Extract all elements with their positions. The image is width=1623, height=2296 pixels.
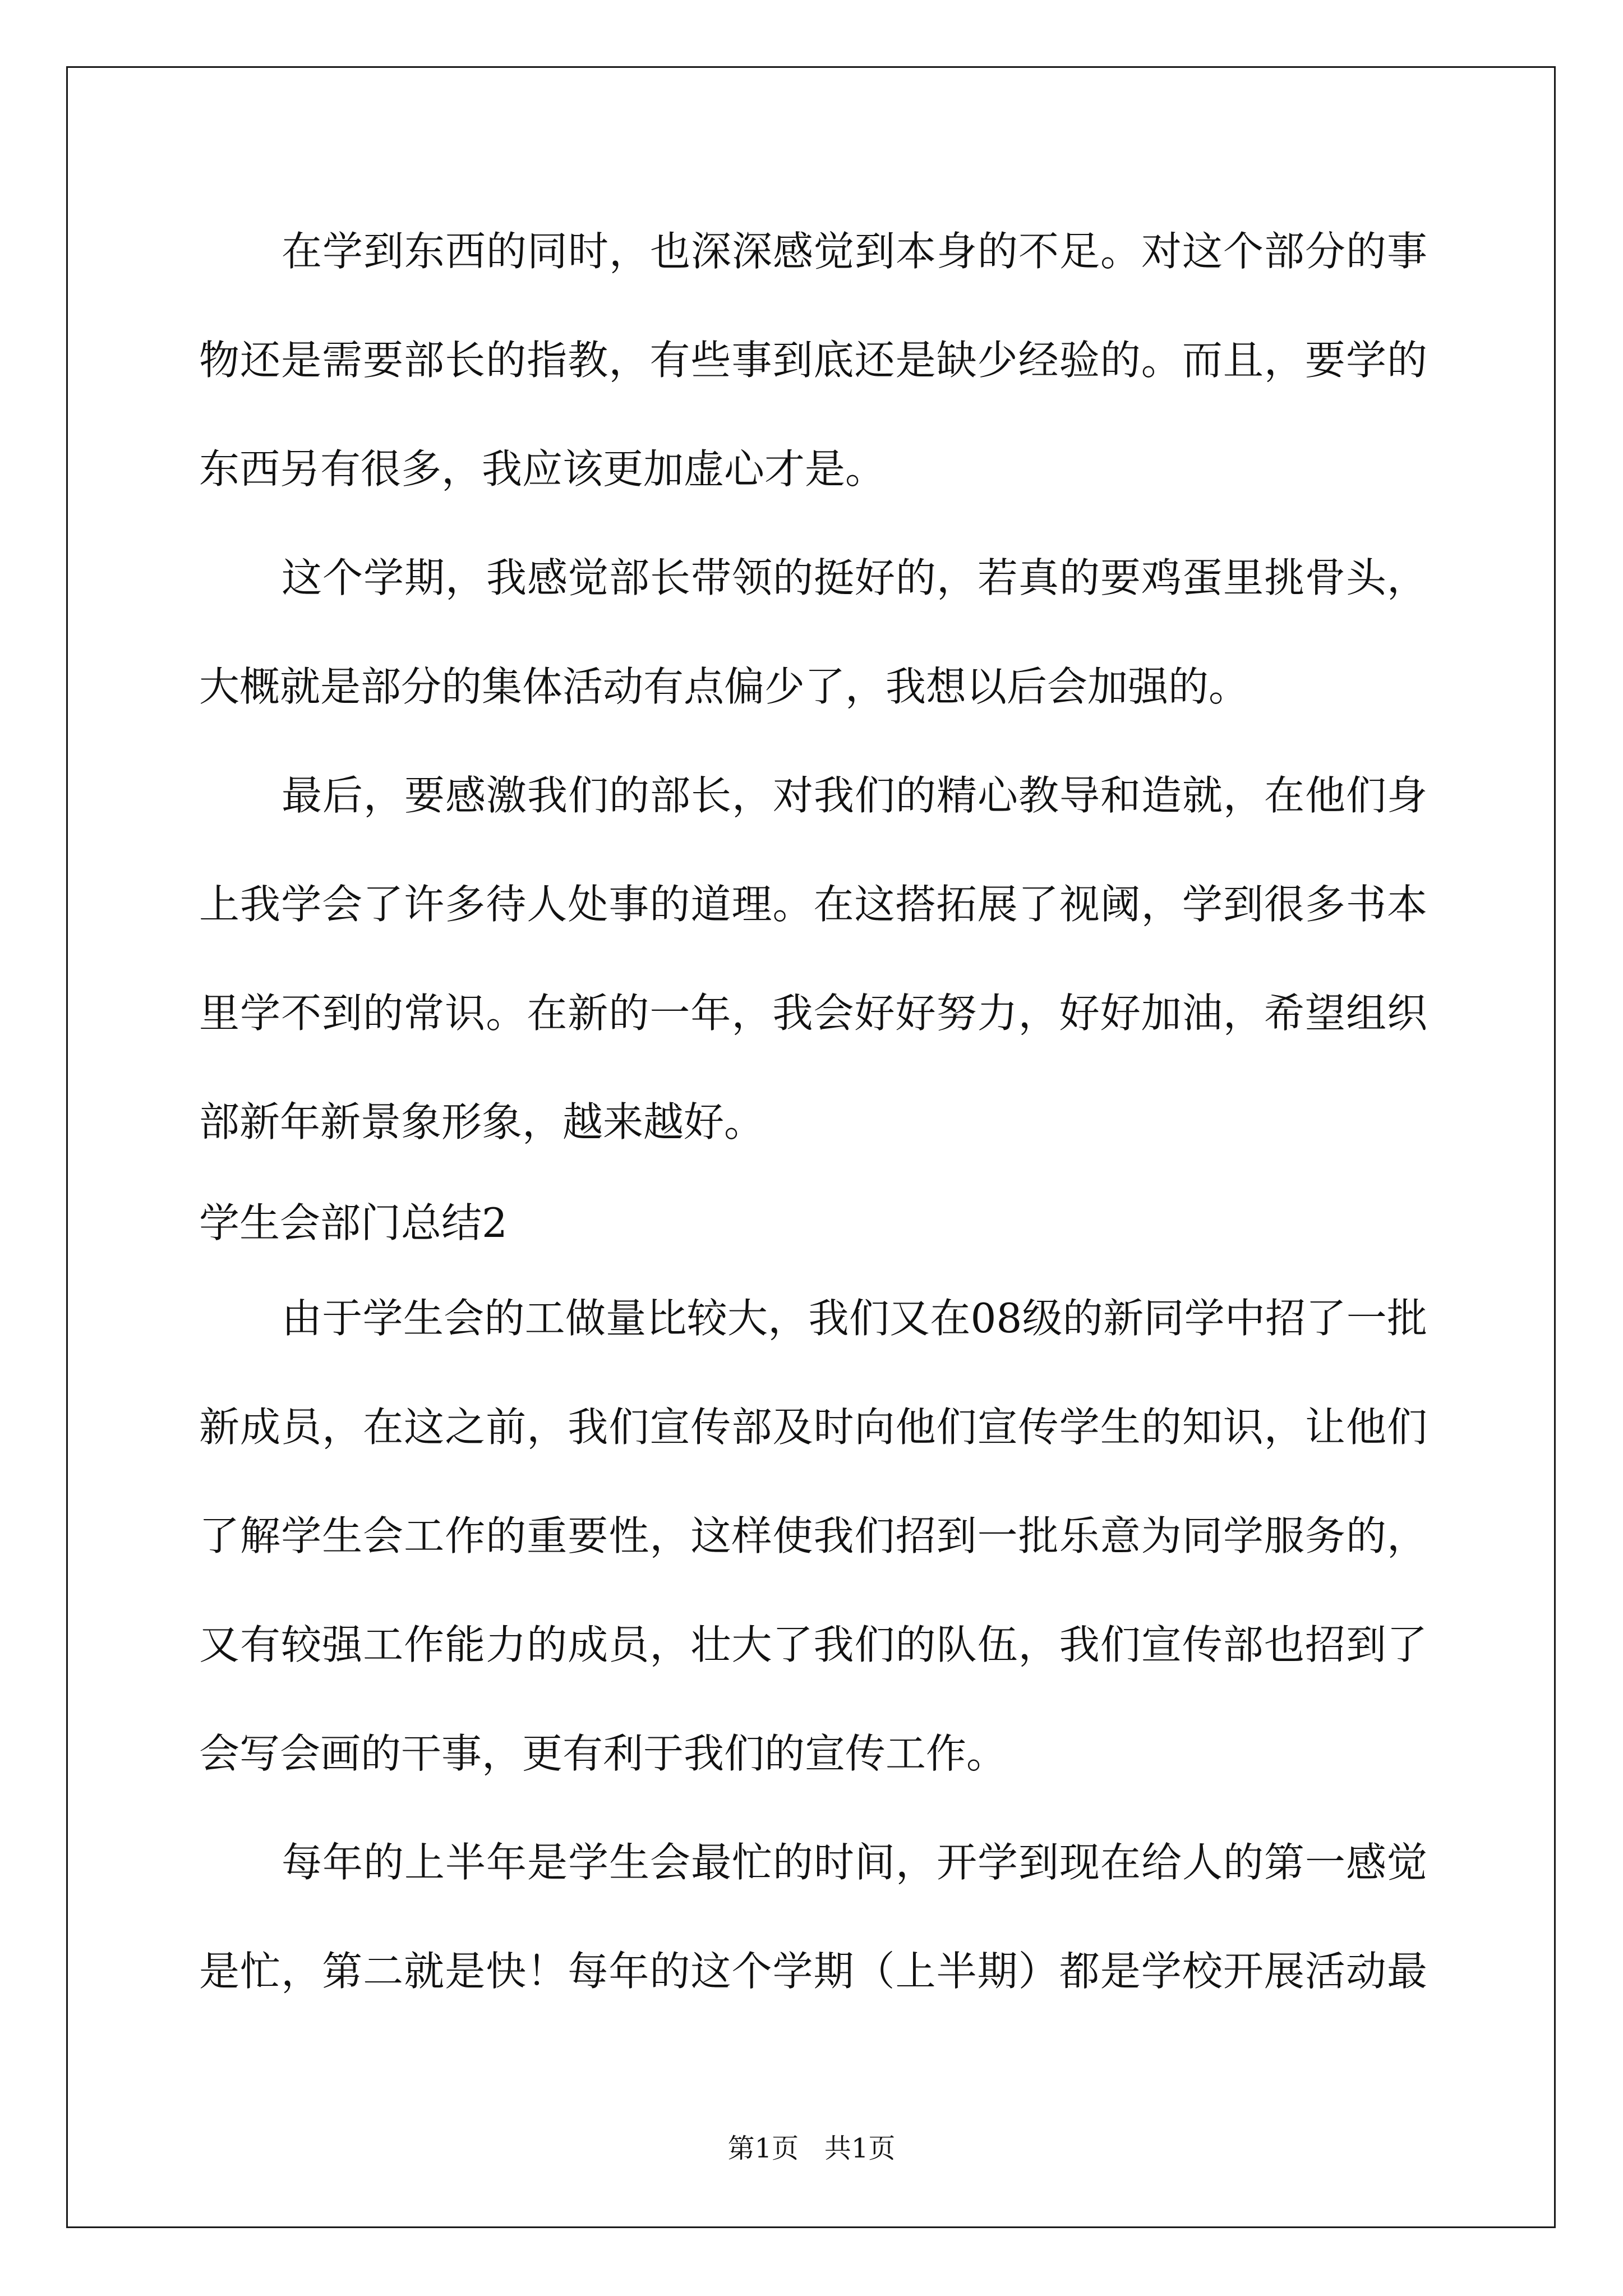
- paragraph-line: 最后，要感激我们的部长，对我们的精心教导和造就，在他们身: [282, 772, 1427, 819]
- paragraph-line: 里学不到的常识。在新的一年，我会好好努力，好好加油，希望组织: [199, 990, 1427, 1037]
- paragraph-line: 上我学会了许多待人处事的道理。在这搭拓展了视阈，学到很多书本: [199, 881, 1427, 928]
- paragraph-line: 是忙，第二就是快！每年的这个学期（上半期）都是学校开展活动最: [199, 1948, 1427, 1995]
- paragraph-line: 了解学生会工作的重要性，这样使我们招到一批乐意为同学服务的，: [199, 1512, 1427, 1559]
- paragraph-line: 由于学生会的工做量比较大，我们又在08级的新同学中招了一批: [282, 1295, 1427, 1342]
- paragraph-line: 物还是需要部长的指教，有些事到底还是缺少经验的。而且，要学的: [199, 337, 1427, 384]
- paragraph-line: 这个学期，我感觉部长带领的挺好的，若真的要鸡蛋里挑骨头，: [282, 554, 1427, 601]
- paragraph-line: 东西另有很多，我应该更加虚心才是。: [199, 445, 886, 493]
- paragraph-line: 新成员，在这之前，我们宣传部及时向他们宣传学生的知识，让他们: [199, 1404, 1427, 1451]
- paragraph-line: 每年的上半年是学生会最忙的时间，开学到现在给人的第一感觉: [282, 1839, 1427, 1886]
- paragraph-line: 在学到东西的同时，也深深感觉到本身的不足。对这个部分的事: [282, 228, 1427, 275]
- paragraph-line: 会写会画的干事，更有利于我们的宣传工作。: [199, 1730, 1007, 1777]
- paragraph-line: 大概就是部分的集体活动有点偏少了，我想以后会加强的。: [199, 663, 1249, 710]
- paragraph-line: 又有较强工作能力的成员，壮大了我们的队伍，我们宣传部也招到了: [199, 1621, 1427, 1668]
- page-number-footer: 第1页 共1页: [727, 2133, 896, 2164]
- section-heading: 学生会部门总结2: [199, 1199, 508, 1246]
- paragraph-line: 部新年新景象形象，越来越好。: [199, 1098, 765, 1145]
